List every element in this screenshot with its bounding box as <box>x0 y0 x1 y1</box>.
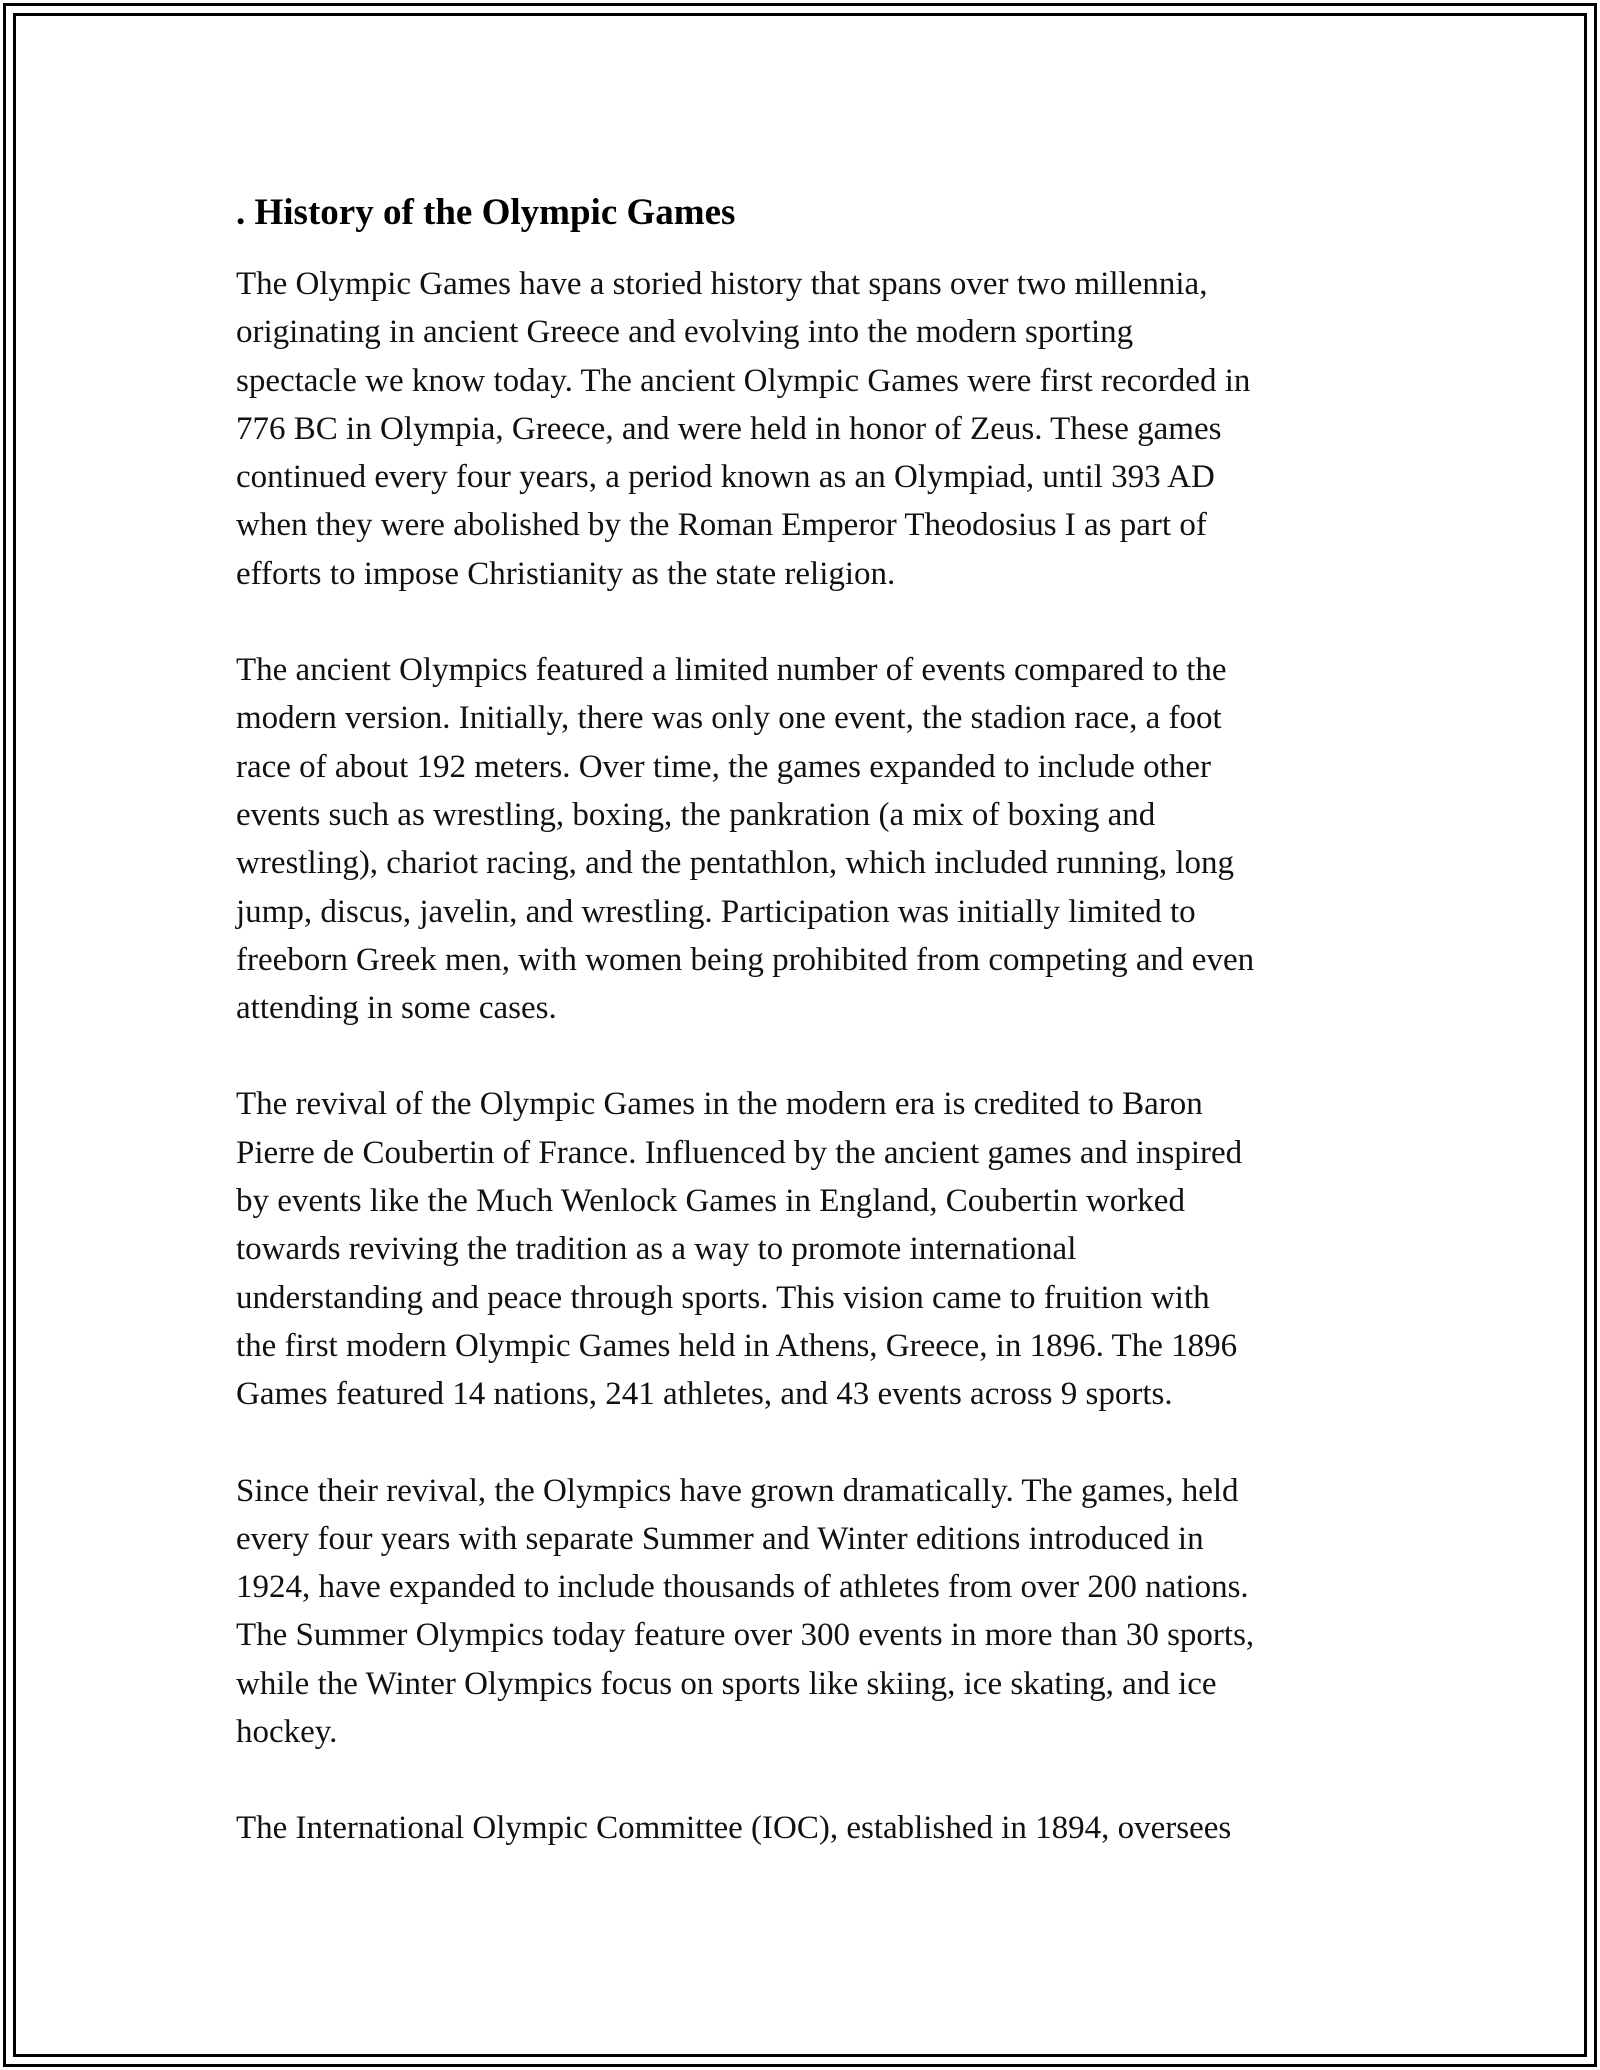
paragraph-ancient-events: The ancient Olympics featured a limited number of events compared to the modern version. Initially, there was only one event, the stadion race, a foot race of about 192 meters. Over time, the games expanded to include other events such as wrestling, boxing, the pankration (a mix of boxing and wrestling), chariot racing, and the pentathlon, which included running, long jump, discus, javelin, and wrestling. Participation was initially limited to freeborn Greek men, with women being prohibited from competing and even attending in some cases. <box>236 652 1255 1027</box>
paragraph-modern-revival: The revival of the Olympic Games in the modern era is credited to Baron Pierre de Coubertin of France. Influenced by the ancient games and inspired by events like the Much Wenlock Games in England, Coubertin worked towards reviving the tradition as a way to promote international understanding and peace through sports. This vision came to fruition with the first modern Olympic Games held in Athens, Greece, in 1896. The 1896 Games featured 14 nations, 241 athletes, and 43 events across 9 sports. <box>236 1086 1243 1413</box>
paragraph-ioc: The International Olympic Committee (IOC), established in 1894, oversees <box>236 1810 1232 1847</box>
page-title: . History of the Olympic Games <box>236 192 736 233</box>
paragraph-growth: Since their revival, the Olympics have grown dramatically. The games, held every four years with separate Summer and Winter editions introduced in 1924, have expanded to include thousands of athletes from over 200 nations. The Summer Olympics today feature over 300 events in more than 30 sports, while the Winter Olympics focus on sports like skiing, ice skating, and ice hockey. <box>236 1472 1255 1751</box>
paragraph-ancient-origins: The Olympic Games have a storied history that spans over two millennia, originating in ancient Greece and evolving into the modern sporting spectacle we know today. The ancient Olympic Games were first recorded in 776 BC in Olympia, Greece, and were held in honor of Zeus. These games continued every four years, a period known as an Olympiad, until 393 AD when they were abolished by the Roman Emperor Theodosius I as part of efforts to impose Christianity as the state religion. <box>236 266 1251 592</box>
document-body <box>236 188 1386 1901</box>
